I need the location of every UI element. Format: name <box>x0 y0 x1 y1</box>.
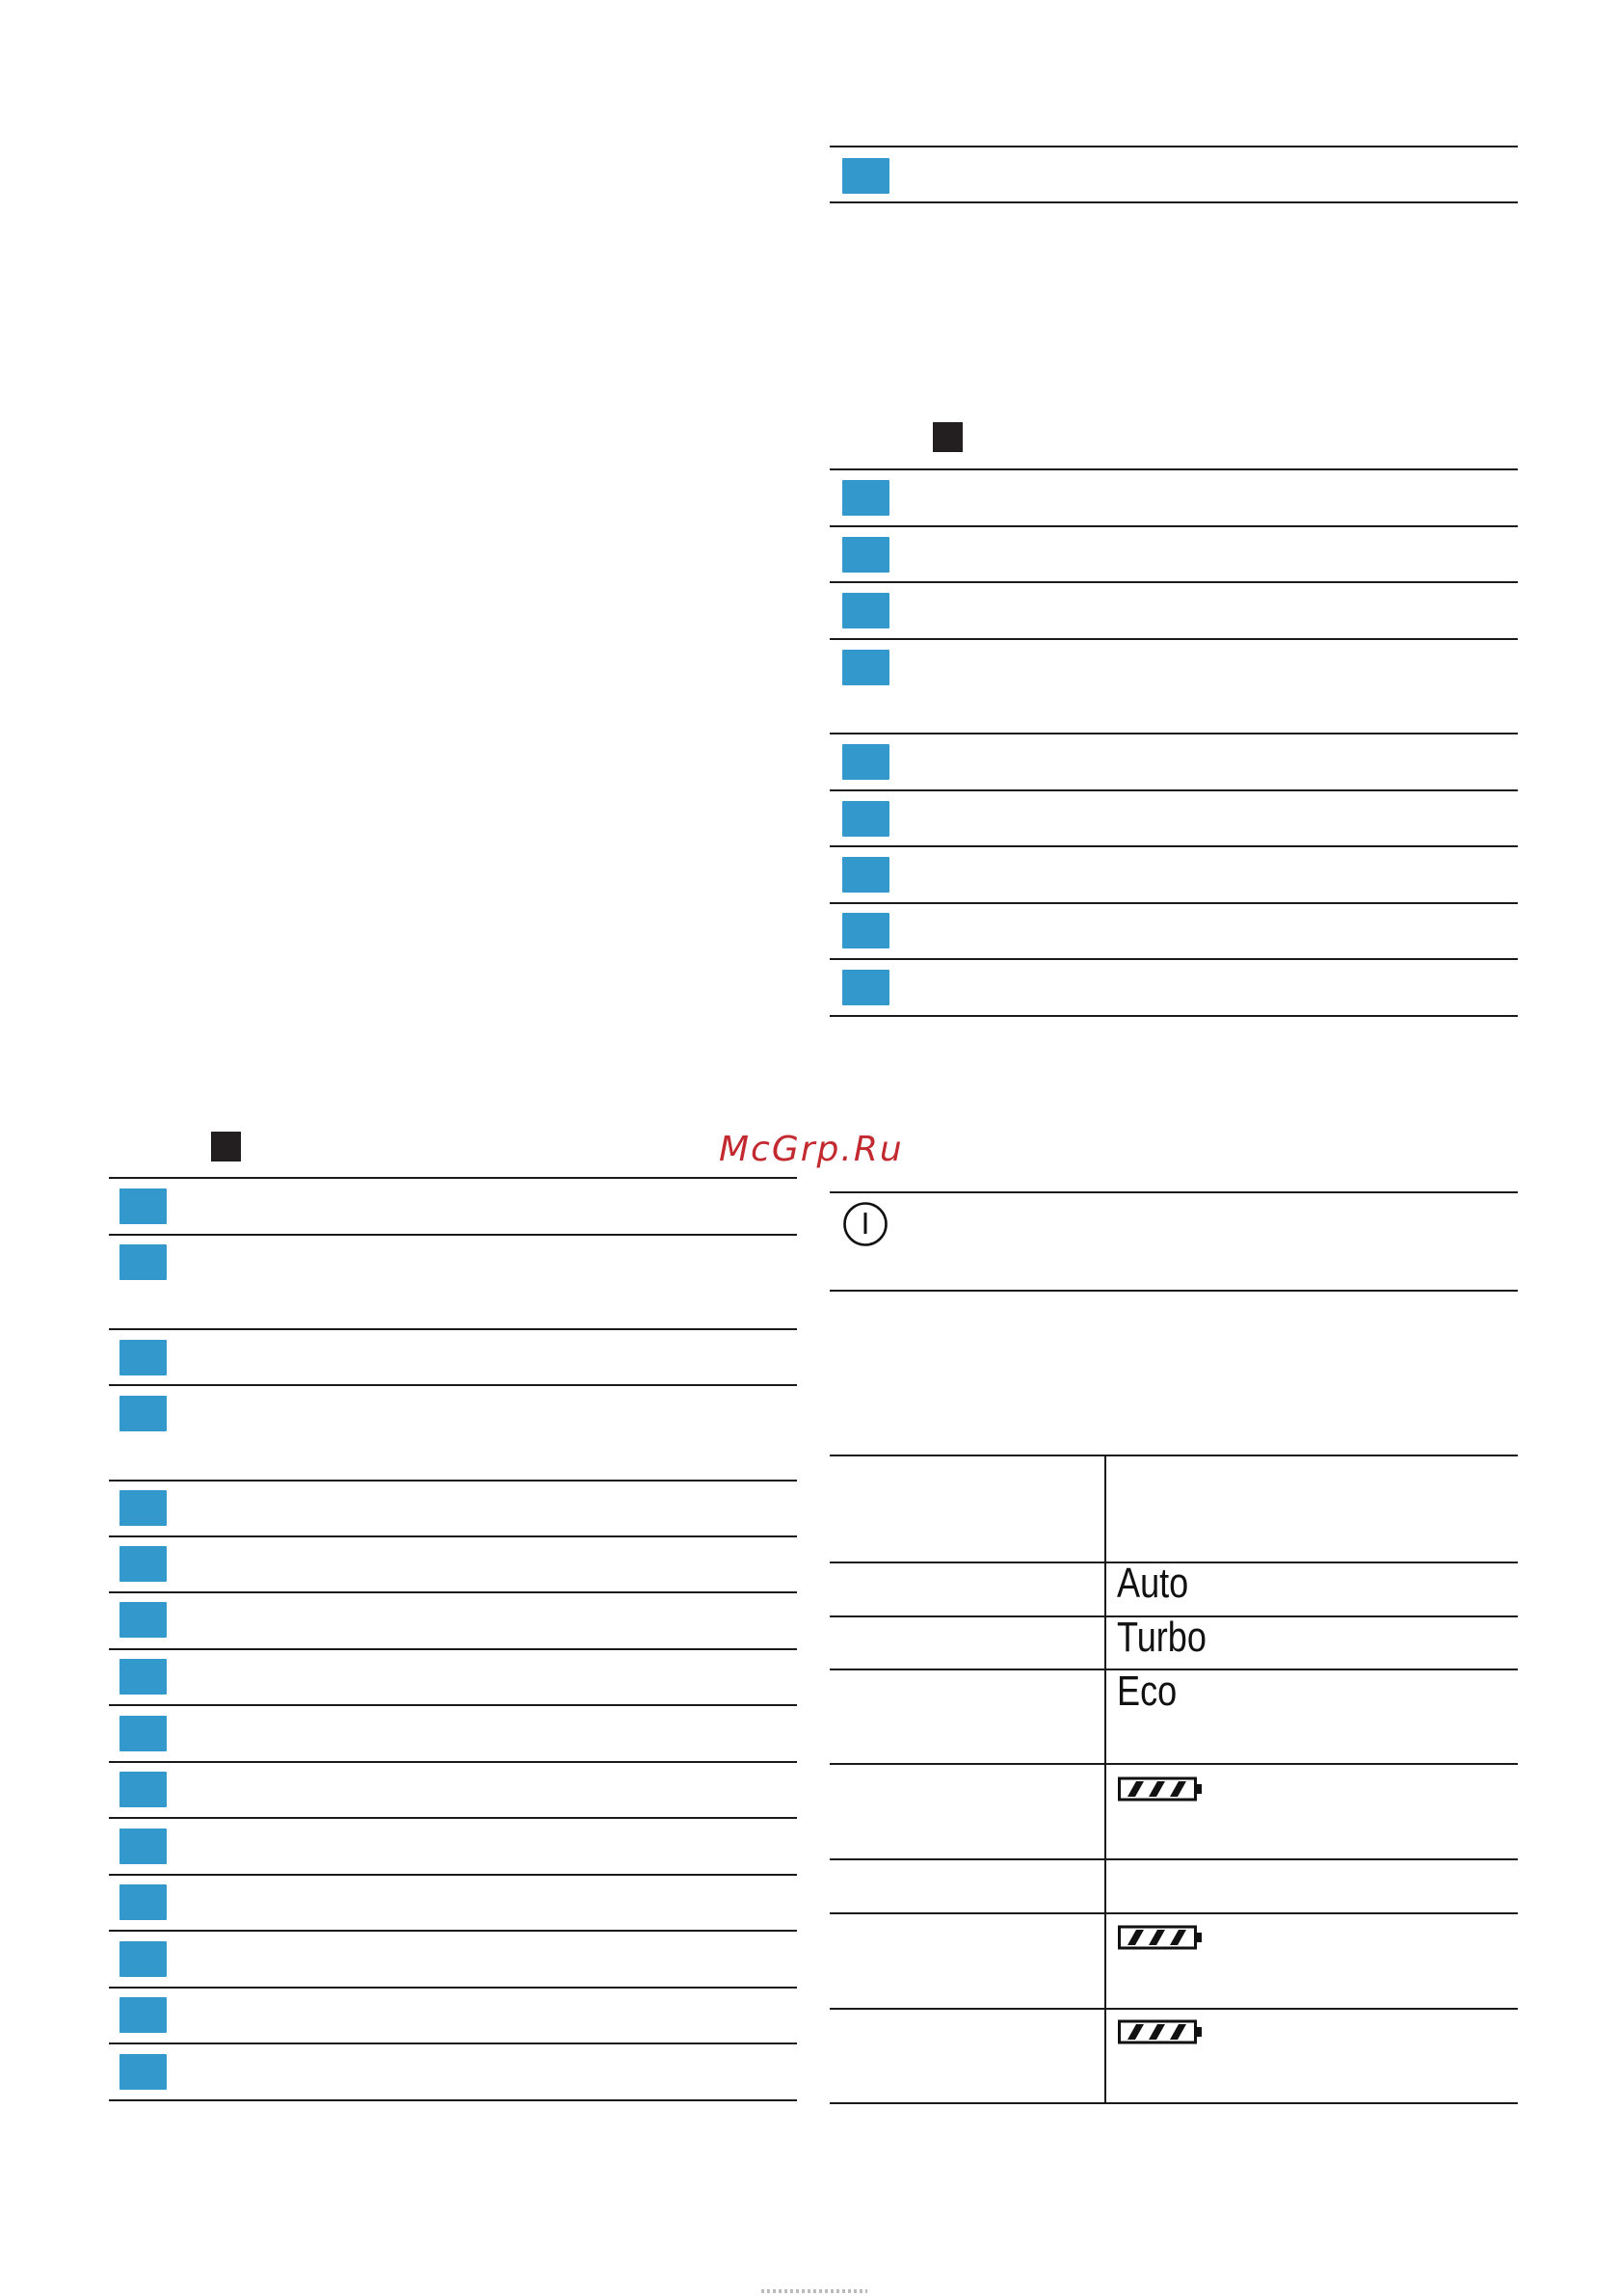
table-rule <box>830 146 1518 147</box>
item-badge <box>119 1659 167 1695</box>
item-badge <box>119 1829 167 1864</box>
mode-eco-label: Eco <box>1117 1668 1178 1715</box>
table-rule <box>830 1191 1518 1193</box>
item-badge <box>119 1941 167 1977</box>
item-badge <box>842 801 889 837</box>
table-rule <box>109 1234 797 1236</box>
table-rule <box>830 2102 1518 2104</box>
table-rule <box>830 638 1518 640</box>
black-square-marker <box>933 422 963 452</box>
table-rule <box>830 1858 1518 1860</box>
item-badge <box>842 857 889 893</box>
table-rule <box>830 789 1518 791</box>
table-rule <box>109 1384 797 1386</box>
table-rule <box>109 1535 797 1537</box>
item-badge <box>842 650 889 685</box>
table-rule <box>830 525 1518 527</box>
table-rule <box>830 1912 1518 1914</box>
table-rule <box>109 1328 797 1330</box>
item-badge <box>119 1244 167 1280</box>
table-rule <box>109 1761 797 1763</box>
item-badge <box>119 1396 167 1431</box>
table-rule <box>109 1930 797 1932</box>
table-rule <box>830 1015 1518 1017</box>
table-rule <box>830 1763 1518 1765</box>
mode-turbo-label: Turbo <box>1117 1614 1207 1661</box>
table-rule <box>830 468 1518 470</box>
item-badge <box>119 2054 167 2090</box>
battery-icon <box>1118 1925 1203 1950</box>
watermark: McGrp.Ru <box>719 1130 904 1169</box>
footer-mark <box>761 2289 867 2293</box>
item-badge <box>842 158 889 194</box>
mode-auto-label: Auto <box>1117 1560 1189 1607</box>
item-badge <box>119 1188 167 1224</box>
black-square-marker <box>211 1132 241 1161</box>
item-badge <box>119 1546 167 1582</box>
table-rule <box>830 845 1518 847</box>
item-badge <box>119 1716 167 1751</box>
table-rule <box>830 733 1518 734</box>
item-badge <box>119 1772 167 1807</box>
table-rule <box>830 902 1518 904</box>
table-rule <box>830 1290 1518 1292</box>
item-badge <box>119 1602 167 1638</box>
item-badge <box>842 970 889 1005</box>
table-rule <box>830 2008 1518 2010</box>
battery-icon <box>1118 2019 1203 2044</box>
table-rule <box>109 1591 797 1593</box>
table-rule <box>109 1817 797 1819</box>
table-rule <box>109 2099 797 2101</box>
table-rule <box>109 1648 797 1650</box>
item-badge <box>119 1884 167 1920</box>
column-divider <box>1104 1455 1106 2104</box>
item-badge <box>842 537 889 573</box>
table-rule <box>109 1480 797 1482</box>
table-rule <box>109 1874 797 1876</box>
item-badge <box>842 913 889 948</box>
table-rule <box>109 1177 797 1179</box>
table-rule <box>109 1704 797 1706</box>
table-rule <box>830 201 1518 203</box>
item-badge <box>119 1490 167 1526</box>
table-rule <box>830 581 1518 583</box>
table-rule <box>109 1987 797 1989</box>
item-badge <box>119 1340 167 1375</box>
item-badge <box>119 1997 167 2033</box>
item-badge <box>842 744 889 780</box>
table-rule <box>830 958 1518 960</box>
table-rule <box>830 1455 1518 1456</box>
item-badge <box>842 480 889 516</box>
power-icon <box>842 1201 889 1247</box>
item-badge <box>842 593 889 628</box>
table-rule <box>109 2042 797 2044</box>
battery-icon <box>1118 1776 1203 1802</box>
